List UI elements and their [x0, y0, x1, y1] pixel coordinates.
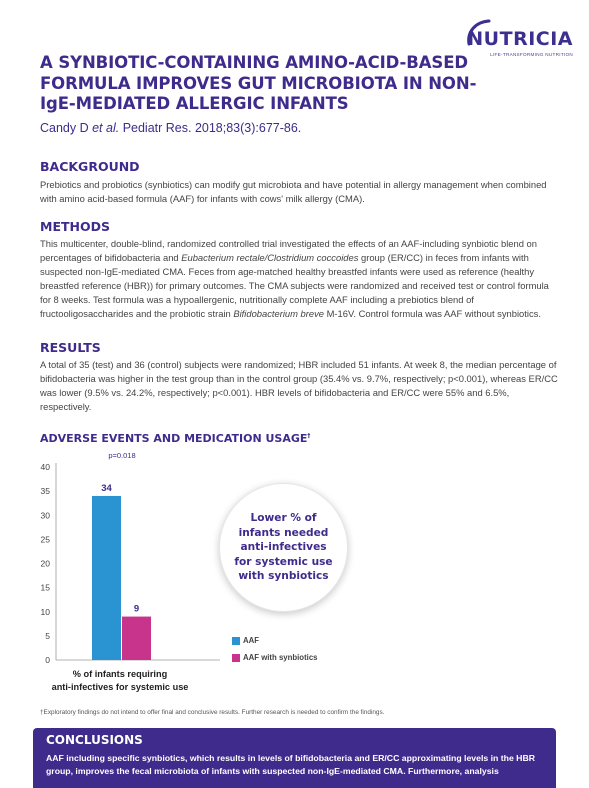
y-tick-label: 10 — [40, 606, 50, 617]
results-heading: RESULTS — [40, 340, 101, 355]
citation: Candy D et al. Pediatr Res. 2018;83(3):677-86. — [40, 121, 302, 135]
y-tick-label: 15 — [40, 582, 50, 593]
nutricia-logo — [463, 18, 573, 58]
methods-text: This multicenter, double-blind, randomized controlled trial investigated the effects of an AAF-including synbiotic blend on percentages of bifidobacteria and Eubacterium rectale/Clostridium coccoides group (ER/CC) in feces from infants with suspected non-IgE-mediated CMA. Feces from age-matched healthy breastfed infants were used as reference (healthy breastfed reference (HBR)) for primary outcomes. The CMA subjects were randomized and received test or control formula for 8 weeks. Test formula was a hypoallergenic, nutritionally complete AAF including a prebiotics blend of fructooligosaccharides and the probiotic strain Bifidobacterium breve M-16V. Control formula was AAF without synbiotics. — [40, 238, 549, 319]
conclusions-text: AAF including specific synbiotics, which results in levels of bifidobacteria and ER/CC approximating levels in the HBR group, improves the fecal microbiota of infants with suspected non-IgE-mediated CMA. Furthermore, analysis — [46, 753, 536, 776]
x-category-label: % of infants requiring — [72, 669, 168, 679]
background-text: Prebiotics and probiotics (synbiotics) can modify gut microbiota and have potential in allergy management when combined with amino acid-based formula (AAF) for infants with cows' milk allergy (CMA). — [40, 179, 547, 204]
adverse-events-heading: ADVERSE EVENTS AND MEDICATION USAGE† — [40, 432, 311, 445]
y-tick-label: 35 — [40, 486, 50, 497]
data-label: 34 — [101, 482, 112, 494]
data-label: 9 — [133, 603, 140, 615]
conclusions-box — [33, 728, 556, 788]
legend-swatch-aaf — [232, 637, 240, 645]
legend-item-aaf: AAF — [232, 636, 259, 645]
y-tick-label: 40 — [40, 462, 50, 472]
anti-infectives-bar-chart — [30, 450, 230, 700]
y-tick-label: 0 — [45, 655, 50, 665]
y-tick-label: 30 — [40, 510, 50, 521]
y-tick-label: 20 — [40, 558, 50, 569]
logo-tagline: LIFE-TRANSFORMING NUTRITION — [490, 52, 573, 57]
conclusions-heading: CONCLUSIONS — [46, 733, 143, 747]
bar-aaf — [92, 496, 121, 660]
y-tick-label: 25 — [40, 534, 50, 545]
page-title: A SYNBIOTIC-CONTAINING AMINO-ACID-BASED FORMULA IMPROVES GUT MICROBIOTA IN NON-IgE-MEDIATED ALLERGIC INFANTS — [40, 53, 477, 113]
key-finding-bubble: Lower % of infants needed anti-infectives for systemic use with synbiotics — [219, 483, 348, 612]
x-category-label: anti-infectives for systemic use — [51, 682, 189, 692]
footnote: †Exploratory findings do not intend to offer final and conclusive results. Further research is needed to confirm the findings. — [40, 709, 385, 716]
legend-swatch-synbiotics — [232, 654, 240, 662]
p-value-annotation: p=0.018 — [108, 451, 136, 460]
legend-item-aaf-synbiotics: AAF with synbiotics — [232, 653, 318, 662]
logo-wordmark: NUTRICIA — [467, 28, 573, 50]
results-text: A total of 35 (test) and 36 (control) subjects were randomized; HBR included 51 infants. At week 8, the median percentage of bifidobacteria was higher in the test group than in the control group (35.4% vs. 9.7%, respectively; p<0.001), whereas ER/CC was lower (9.5% vs. 24.2%, respectively; p<0.001). HBR levels of bifidobacteria and ER/CC were 55% and 6.5%, respectively. — [40, 359, 558, 412]
bar-aaf-synbiotics — [122, 617, 151, 660]
y-tick-label: 5 — [45, 630, 50, 641]
methods-heading: METHODS — [40, 219, 110, 234]
background-heading: BACKGROUND — [40, 159, 140, 174]
